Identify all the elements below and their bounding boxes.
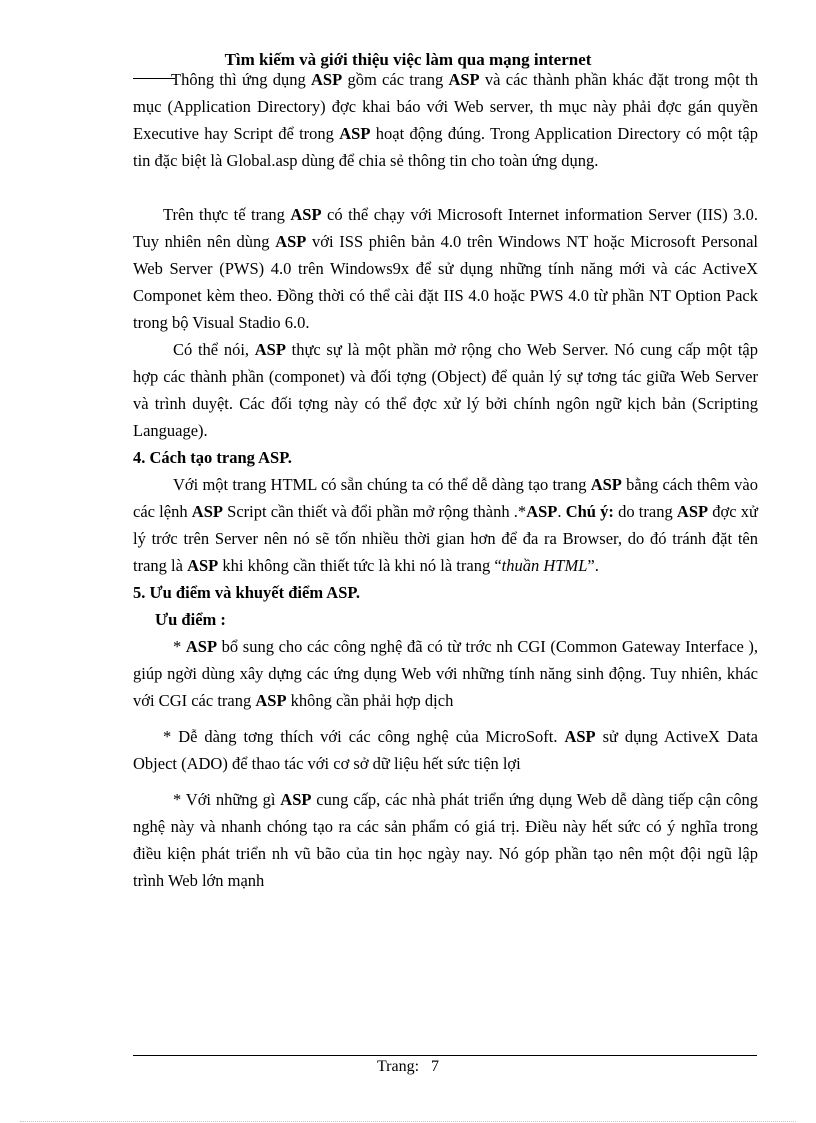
bold-term: ASP: [676, 502, 709, 521]
text-run: Script cần thiết và đổi phần mở rộng thành .*: [222, 502, 527, 521]
bold-term: ASP: [185, 637, 218, 656]
text-run: với ISS phiên bản 4.0 trên Windows NT hoặc Microsoft Personal Web Server (PWS) 4.0 trên Windows9x để sử dụng những tính năng mới và các ActiveX Componet kèm theo. Đồng thời có thể cài đặt IIS 4.0 hoặc PWS 4.0 từ phần NT Option Pack trong bộ Visual Stadio 6.0.: [133, 232, 758, 332]
page-header: Tìm kiếm và giới thiệu việc làm qua mạng internet: [224, 50, 592, 69]
text-run: cung cấp, các nhà phát triển ứng dụng Web dễ dàng tiếp cận công nghệ này và nhanh chóng tạo ra các sản phẩm có giá trị. Điều này hết sức có ý nghĩa trong điều kiện phát triển nh vũ bão của tin học ngày nay. Nó góp phần tạo nên một đội ngũ lập trình Web lớn mạnh: [133, 790, 758, 890]
subheading-advantages: Ưu điểm :: [155, 610, 226, 629]
paragraph-application-directory: [133, 66, 758, 174]
note-label: Chú ý:: [565, 502, 614, 521]
bold-term: ASP: [590, 475, 622, 494]
text-run: không cần phải hợp dịch: [286, 691, 454, 710]
bold-term: ASP: [187, 556, 219, 575]
page-label: Trang:: [376, 1058, 420, 1075]
bold-term: ASP: [564, 727, 596, 746]
section-heading-create-asp: 4. Cách tạo trang ASP.: [133, 448, 292, 467]
text-run: sử dụng ActiveX Data Object (ADO) để thao tác với cơ sở dữ liệu hết sức tiện lợi: [133, 727, 758, 773]
page-number: 7: [431, 1058, 440, 1075]
paragraph-create-asp: [133, 471, 758, 579]
bold-term: ASP: [255, 691, 287, 710]
paragraph-asp-extension: [133, 336, 758, 444]
bold-term: ASP: [290, 205, 322, 224]
text-run: Với một trang HTML có sẵn chúng ta có thể dễ dàng tạo trang: [173, 475, 591, 494]
text-run: ”.: [587, 556, 599, 575]
page-bottom-border: [20, 1121, 796, 1122]
bold-term: ASP: [311, 70, 343, 89]
italic-term: thuần HTML: [501, 556, 588, 575]
text-run: Thông thì ứng dụng: [171, 70, 312, 89]
text-run: đợc xử lý trớc trên Server nên nó sẽ tốn nhiều thời gian hơn để đa ra Browser, do đó tránh đặt tên trang là: [133, 502, 758, 575]
bold-term: ASP: [254, 340, 286, 359]
bullet-microsoft-compat: [133, 723, 758, 777]
text-run: Có thể nói,: [173, 340, 255, 359]
bold-term: ASP: [339, 124, 371, 143]
paragraph-iis-support: [133, 201, 758, 336]
text-run: .: [557, 502, 566, 521]
text-run: * Dễ dàng tơng thích với các công nghệ của MicroSoft.: [163, 727, 565, 746]
bold-term: ASP: [448, 70, 480, 89]
bold-term: ASP: [280, 790, 312, 809]
text-run: thực sự là một phần mở rộng cho Web Server. Nó cung cấp một tập hợp các thành phần (componet) và đối tợng (Object) để quản lý sự tơng tác giữa Web Server và trình duyệt. Các đối tợng này có thể đợc xử lý bởi chính ngôn ngữ kịch bản (Scripting Language).: [133, 340, 759, 440]
text-run: do trang: [613, 502, 677, 521]
bold-term: ASP: [191, 502, 223, 521]
text-run: khi không cần thiết tức là khi nó là trang “: [218, 556, 502, 575]
text-run: *: [173, 637, 186, 656]
bold-term: ASP: [526, 502, 558, 521]
text-run: có thể chạy với Microsoft Internet information Server (IIS) 3.0. Tuy nhiên nên dùng: [133, 205, 759, 251]
text-run: hoạt động đúng. Trong Application Directory có một tập tin đặc biệt là Global.asp dùng để chia sẻ thông tin cho toàn ứng dụng.: [133, 124, 758, 170]
text-run: bằng cách thêm vào các lệnh: [133, 475, 758, 521]
bullet-developers: [133, 786, 758, 894]
main-content: [133, 66, 758, 894]
text-run: gồm các trang: [342, 70, 449, 89]
text-run: bổ sung cho các công nghệ đã có từ trớc nh CGI (Common Gateway Interface ), giúp ngời dùng xây dựng các ứng dụng Web với những tính năng sinh động. Tuy nhiên, khác với CGI các trang: [133, 637, 759, 710]
bold-term: ASP: [275, 232, 307, 251]
text-run: Trên thực tế trang: [163, 205, 291, 224]
footer-rule: [133, 1055, 757, 1056]
text-run: * Với những gì: [173, 790, 281, 809]
bullet-cgi: [133, 633, 758, 714]
text-run: và các thành phần khác đặt trong một th mục (Application Directory) đợc khai báo với Web server, th mục này phải đợc gán quyền Executive hay Script để trong: [133, 70, 758, 143]
page-footer: [0, 1058, 816, 1076]
section-heading-pros-cons: 5. Ưu điểm và khuyết điểm ASP.: [133, 583, 361, 602]
blank-line: [133, 174, 758, 201]
